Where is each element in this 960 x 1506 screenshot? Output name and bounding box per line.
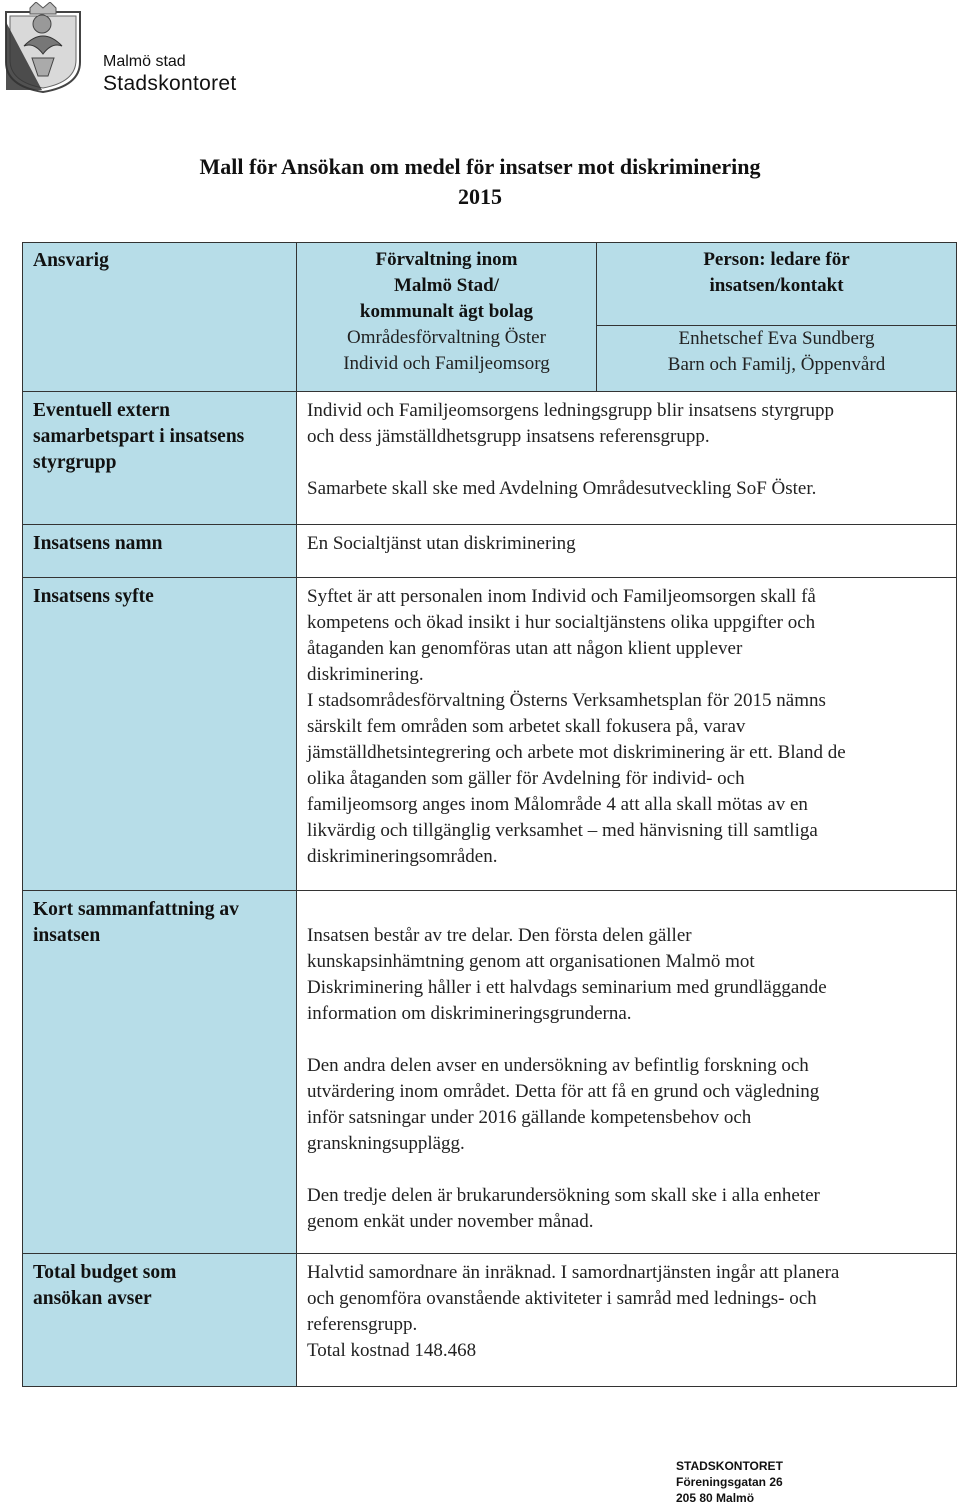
sammanfattning-row: [23, 891, 957, 1254]
person-header-1: Person: ledare för: [703, 249, 850, 270]
syfte-line: diskrimineringsområden.: [307, 846, 498, 867]
syfte-line: likvärdig och tillgänglig verksamhet – med hänvisning till samtliga: [307, 820, 818, 841]
syfte-label-cell: [23, 578, 297, 891]
person-value-1: Enhetschef Eva Sundberg: [678, 327, 875, 349]
person-header-2: insatsen/kontakt: [709, 275, 844, 296]
title-line-2: 2015: [458, 184, 502, 209]
extern-label-3: styrgrupp: [33, 452, 117, 473]
syfte-line: diskriminering.: [307, 664, 424, 685]
ansvarig-label-cell: [23, 243, 297, 392]
sammanfattning-p1-line: Diskriminering håller i ett halvdags seminarium med grundläggande: [307, 977, 827, 998]
extern-value-cell: [297, 392, 957, 525]
sammanfattning-label-1: Kort sammanfattning av: [33, 899, 239, 920]
city-name: Malmö stad: [103, 53, 186, 70]
syfte-line: I stadsområdesförvaltning Österns Verksamhetsplan för 2015 nämns: [307, 690, 826, 711]
sammanfattning-value-cell: [297, 891, 957, 1254]
page-footer: [676, 1458, 783, 1506]
extern-text-1: Individ och Familjeomsorgens ledningsgrupp blir insatsens styrgrupp: [307, 400, 835, 421]
namn-label-cell: [23, 525, 297, 578]
extern-row: [23, 392, 957, 525]
page-header: [0, 0, 400, 110]
budget-line: och genomföra ovanstående aktiviteter i samråd med lednings- och: [307, 1288, 817, 1309]
application-form-table: [22, 242, 957, 1387]
extern-label-1: Eventuell extern: [33, 400, 171, 421]
forvaltning-value-2: Individ och Familjeomsorg: [343, 353, 550, 374]
syfte-line: kompetens och ökad insikt i hur socialtjänstens olika uppgifter och: [307, 612, 816, 633]
namn-row: [23, 525, 957, 578]
namn-value: En Socialtjänst utan diskriminering: [307, 533, 576, 554]
sammanfattning-label-2: insatsen: [33, 925, 101, 946]
sammanfattning-p1-line: information om diskrimineringsgrunderna.: [307, 1003, 632, 1024]
sammanfattning-p3-line: Den tredje delen är brukarundersökning som skall ske i alla enheter: [307, 1185, 820, 1206]
forvaltning-header-cell: [297, 243, 597, 326]
forvaltning-header-3: kommunalt ägt bolag: [359, 301, 534, 322]
sammanfattning-label-cell: [23, 891, 297, 1254]
sammanfattning-p2-line: utvärdering inom området. Detta för att få en grund och vägledning: [307, 1081, 820, 1102]
syfte-line: olika åtaganden som gäller för Avdelning för individ- och: [307, 768, 745, 789]
person-value-cell: [597, 325, 957, 392]
budget-value-cell: [297, 1254, 957, 1387]
namn-label: Insatsens namn: [33, 533, 163, 554]
budget-row: [23, 1254, 957, 1387]
namn-value-cell: [297, 525, 957, 578]
syfte-line: åtaganden kan genomföras utan att någon klient upplever: [307, 638, 743, 659]
extern-text-2: och dess jämställdhetsgrupp insatsens referensgrupp.: [307, 426, 710, 447]
syfte-line: jämställdhetsintegrering och arbete mot diskriminering är ett. Bland de: [307, 742, 846, 763]
syfte-value-cell: [297, 578, 957, 891]
person-value-2: Barn och Familj, Öppenvård: [667, 353, 886, 375]
office-name: Stadskontoret: [103, 72, 237, 95]
forvaltning-header-1: Förvaltning inom: [375, 249, 518, 270]
budget-label-cell: [23, 1254, 297, 1387]
budget-line: referensgrupp.: [307, 1314, 418, 1335]
organisation-name: [103, 53, 236, 97]
extern-text-3: Samarbete skall ske med Avdelning Områdesutveckling SoF Öster.: [307, 478, 817, 499]
forvaltning-header-2: Malmö Stad/: [393, 275, 500, 296]
sammanfattning-p3-line: genom enkät under november månad.: [307, 1211, 594, 1232]
ansvarig-row: [23, 243, 957, 326]
title-line-1: Mall för Ansökan om medel för insatser mot diskriminering: [199, 154, 761, 179]
sammanfattning-p1-line: kunskapsinhämtning genom att organisationen Malmö mot: [307, 951, 755, 972]
sammanfattning-p2-line: granskningsupplägg.: [307, 1133, 465, 1154]
budget-line: Halvtid samordnare än inräknad. I samordnartjänsten ingår att planera: [307, 1262, 840, 1283]
person-header-cell: [597, 243, 957, 326]
budget-label-1: Total budget som: [33, 1262, 177, 1283]
ansvarig-label: Ansvarig: [33, 250, 109, 271]
extern-label-2: samarbetspart i insatsens: [33, 426, 245, 447]
sammanfattning-p2-line: inför satsningar under 2016 gällande kompetensbehov och: [307, 1107, 752, 1128]
forvaltning-value-cell: [297, 325, 597, 392]
document-title: [0, 152, 960, 212]
syfte-row: [23, 578, 957, 891]
syfte-line: särskilt fem områden som arbetet skall fokusera på, varav: [307, 716, 746, 737]
malmo-coat-of-arms-icon: [2, 2, 84, 94]
syfte-label: Insatsens syfte: [33, 586, 154, 607]
extern-label-cell: [23, 392, 297, 525]
footer-line-3: 205 80 Malmö: [676, 1491, 755, 1505]
sammanfattning-p1-line: Insatsen består av tre delar. Den första delen gäller: [307, 925, 692, 946]
budget-label-2: ansökan avser: [33, 1288, 152, 1309]
syfte-line: familjeomsorg anges inom Målområde 4 att alla skall mötas av en: [307, 794, 808, 815]
forvaltning-value-1: Områdesförvaltning Öster: [347, 327, 546, 348]
footer-line-1: STADSKONTORET: [676, 1459, 783, 1473]
budget-total: Total kostnad 148.468: [307, 1340, 477, 1361]
footer-line-2: Föreningsgatan 26: [676, 1475, 783, 1489]
syfte-line: Syftet är att personalen inom Individ och Familjeomsorgen skall få: [307, 586, 816, 607]
sammanfattning-p2-line: Den andra delen avser en undersökning av befintlig forskning och: [307, 1055, 809, 1076]
